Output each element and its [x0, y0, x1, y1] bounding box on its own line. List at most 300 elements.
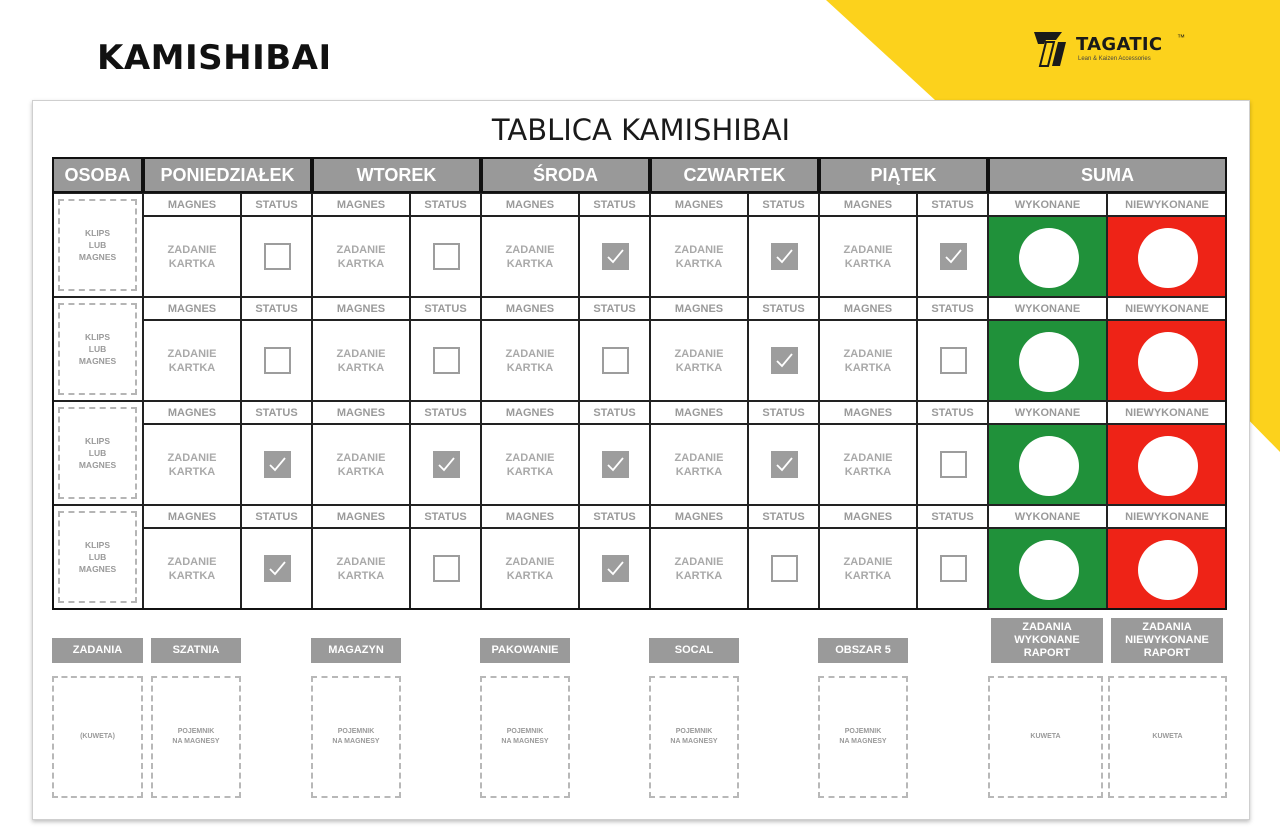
task-card-slot[interactable]	[143, 216, 241, 297]
container-slot-text: POJEMNIK	[337, 728, 375, 735]
status-label-text: STATUS	[931, 510, 974, 523]
status-label	[748, 297, 819, 320]
status-label-text: STATUS	[424, 406, 467, 419]
container-slot[interactable]	[151, 676, 241, 798]
header-suma-label: SUMA	[1081, 164, 1134, 185]
area-label	[649, 638, 739, 663]
header-suma	[988, 157, 1227, 193]
status-cell	[410, 424, 481, 505]
task-line: ZADANIE	[505, 347, 555, 360]
task-card-slot[interactable]	[650, 216, 748, 297]
task-card-slot[interactable]	[650, 528, 748, 609]
container-slot[interactable]	[52, 676, 143, 798]
area-label-text: OBSZAR 5	[835, 644, 891, 656]
magnes-label-text: MAGNES	[167, 406, 217, 419]
status-label	[917, 297, 988, 320]
wykonane-label	[988, 505, 1107, 528]
task-line: ZADANIE	[336, 347, 386, 360]
task-line: ZADANIE	[843, 347, 893, 360]
magnes-label	[481, 193, 579, 216]
task-line: KARTKA	[675, 569, 723, 582]
status-cell	[579, 528, 650, 609]
header-osoba	[52, 157, 143, 193]
task-line: ZADANIE	[167, 347, 217, 360]
magnes-label-text: MAGNES	[336, 406, 386, 419]
checkmark-icon	[771, 347, 798, 374]
not-done-magnet-circle[interactable]	[1138, 436, 1198, 496]
status-cell	[748, 528, 819, 609]
niewykonane-label-text: NIEWYKONANE	[1125, 406, 1209, 419]
magnes-label	[650, 505, 748, 528]
magnes-label-text: MAGNES	[505, 302, 555, 315]
status-label-text: STATUS	[255, 198, 298, 211]
area-label-text: PAKOWANIE	[491, 644, 559, 656]
task-line: ZADANIE	[843, 451, 893, 464]
status-checkbox-empty[interactable]	[433, 243, 460, 270]
magnes-label	[481, 505, 579, 528]
task-line: KARTKA	[675, 257, 723, 270]
status-label-text: STATUS	[593, 198, 636, 211]
done-magnet-circle[interactable]	[1019, 540, 1079, 600]
person-slot[interactable]	[58, 407, 137, 499]
container-slot[interactable]	[311, 676, 401, 798]
magnes-label-text: MAGNES	[674, 510, 724, 523]
magnes-label-text: MAGNES	[505, 406, 555, 419]
not-done-magnet-field	[1107, 528, 1227, 609]
status-cell	[579, 216, 650, 297]
checkmark-icon	[602, 451, 629, 478]
status-label	[748, 505, 819, 528]
status-checkbox-empty[interactable]	[940, 451, 967, 478]
status-label	[917, 193, 988, 216]
task-line: KARTKA	[844, 569, 892, 582]
status-label-text: STATUS	[931, 198, 974, 211]
task-line: KARTKA	[675, 361, 723, 374]
status-checkbox-empty[interactable]	[771, 555, 798, 582]
status-checkbox-checked[interactable]	[433, 451, 460, 478]
task-card-slot[interactable]	[481, 320, 579, 401]
status-label-text: STATUS	[593, 406, 636, 419]
magnes-label	[819, 401, 917, 424]
container-slot-text: POJEMNIK	[675, 728, 713, 735]
task-line: ZADANIE	[336, 243, 386, 256]
status-checkbox-checked[interactable]	[264, 451, 291, 478]
status-cell	[410, 528, 481, 609]
magnes-label-text: MAGNES	[336, 510, 386, 523]
person-slot-line: KLIPS	[84, 332, 111, 342]
status-label	[748, 401, 819, 424]
magnes-label	[143, 401, 241, 424]
header-day-label: WTOREK	[356, 164, 437, 185]
task-card-slot[interactable]	[312, 216, 410, 297]
person-slot-line: MAGNES	[78, 356, 117, 366]
magnes-label	[143, 193, 241, 216]
status-checkbox-empty[interactable]	[433, 347, 460, 374]
magnes-label-text: MAGNES	[336, 198, 386, 211]
person-slot[interactable]	[58, 511, 137, 603]
area-label-line: ZADANIA	[1022, 621, 1072, 633]
container-slot-text: NA MAGNESY	[332, 738, 380, 745]
task-card-slot[interactable]	[143, 424, 241, 505]
task-card-slot[interactable]	[481, 528, 579, 609]
header-day-label: PIĄTEK	[870, 164, 937, 185]
logo-tm: ™	[1177, 33, 1185, 42]
logo-icon	[1032, 28, 1072, 68]
task-line: KARTKA	[675, 465, 723, 478]
task-line: KARTKA	[168, 465, 216, 478]
task-line: KARTKA	[337, 569, 385, 582]
status-label	[241, 297, 312, 320]
area-label-text: MAGAZYN	[328, 644, 384, 656]
done-magnet-circle[interactable]	[1019, 436, 1079, 496]
logo-tagline: Lean & Kaizen Accessories	[1078, 56, 1151, 62]
status-cell	[241, 320, 312, 401]
status-label-text: STATUS	[593, 510, 636, 523]
magnes-label	[481, 401, 579, 424]
status-label	[579, 401, 650, 424]
magnes-label-text: MAGNES	[843, 510, 893, 523]
magnes-label	[312, 401, 410, 424]
magnes-label-text: MAGNES	[167, 510, 217, 523]
status-cell	[917, 320, 988, 401]
container-slot-text: KUWETA	[1030, 733, 1061, 740]
status-cell	[917, 528, 988, 609]
person-slot-line: MAGNES	[78, 252, 117, 262]
header-day-1	[143, 157, 312, 193]
task-line: KARTKA	[337, 257, 385, 270]
status-label	[748, 193, 819, 216]
checkmark-icon	[264, 555, 291, 582]
task-line: KARTKA	[506, 257, 554, 270]
status-checkbox-checked[interactable]	[771, 243, 798, 270]
magnes-label	[819, 505, 917, 528]
header-day-label: ŚRODA	[532, 164, 598, 185]
status-checkbox-checked[interactable]	[602, 243, 629, 270]
not-done-magnet-circle[interactable]	[1138, 540, 1198, 600]
status-label	[241, 401, 312, 424]
status-checkbox-checked[interactable]	[771, 451, 798, 478]
niewykonane-label	[1107, 401, 1227, 424]
done-magnet-circle[interactable]	[1019, 332, 1079, 392]
task-card-slot[interactable]	[312, 424, 410, 505]
person-slot-line: MAGNES	[78, 460, 117, 470]
magnes-label-text: MAGNES	[674, 302, 724, 315]
status-label-text: STATUS	[762, 406, 805, 419]
task-line: ZADANIE	[167, 243, 217, 256]
task-card-slot[interactable]	[143, 528, 241, 609]
status-label-text: STATUS	[255, 406, 298, 419]
status-label	[241, 193, 312, 216]
status-cell	[241, 528, 312, 609]
status-cell	[241, 424, 312, 505]
person-cell	[52, 193, 143, 297]
status-label-text: STATUS	[762, 198, 805, 211]
area-label	[52, 638, 143, 663]
wykonane-label	[988, 297, 1107, 320]
magnes-label-text: MAGNES	[167, 198, 217, 211]
container-slot[interactable]	[988, 676, 1103, 798]
status-label	[241, 505, 312, 528]
person-cell	[52, 297, 143, 401]
header-day-label: PONIEDZIAŁEK	[160, 164, 295, 185]
status-cell	[748, 320, 819, 401]
magnes-label-text: MAGNES	[505, 198, 555, 211]
wykonane-label	[988, 193, 1107, 216]
niewykonane-label	[1107, 297, 1227, 320]
status-cell	[579, 320, 650, 401]
status-label-text: STATUS	[593, 302, 636, 315]
area-label-line: NIEWYKONANE	[1125, 634, 1209, 646]
task-line: ZADANIE	[167, 555, 217, 568]
logo-name: TAGATIC	[1076, 34, 1163, 55]
magnes-label	[312, 297, 410, 320]
task-line: ZADANIE	[167, 451, 217, 464]
person-slot[interactable]	[58, 199, 137, 291]
area-label-line: ZADANIA	[1142, 621, 1192, 633]
status-checkbox-empty[interactable]	[433, 555, 460, 582]
task-card-slot[interactable]	[819, 216, 917, 297]
task-line: KARTKA	[844, 361, 892, 374]
task-line: KARTKA	[168, 257, 216, 270]
task-line: ZADANIE	[843, 555, 893, 568]
task-card-slot[interactable]	[143, 320, 241, 401]
container-slot-text: NA MAGNESY	[172, 738, 220, 745]
container-slot-text: (KUWETA)	[80, 733, 115, 740]
status-label-text: STATUS	[931, 406, 974, 419]
task-line: KARTKA	[506, 361, 554, 374]
status-label	[579, 193, 650, 216]
task-card-slot[interactable]	[650, 424, 748, 505]
task-line: ZADANIE	[674, 451, 724, 464]
checkmark-icon	[771, 451, 798, 478]
person-slot-line: KLIPS	[84, 436, 111, 446]
area-label-text: SZATNIA	[172, 644, 220, 656]
status-checkbox-checked[interactable]	[264, 555, 291, 582]
header-osoba-label: OSOBA	[64, 164, 131, 185]
not-done-magnet-circle[interactable]	[1138, 228, 1198, 288]
page-title: KAMISHIBAI	[97, 38, 332, 78]
wykonane-label-text: WYKONANE	[1014, 302, 1081, 315]
done-magnet-field	[988, 424, 1107, 505]
task-line: KARTKA	[337, 465, 385, 478]
status-cell	[917, 216, 988, 297]
checkmark-icon	[433, 451, 460, 478]
container-slot-text: NA MAGNESY	[670, 738, 718, 745]
magnes-label-text: MAGNES	[167, 302, 217, 315]
task-line: KARTKA	[506, 569, 554, 582]
wykonane-label-text: WYKONANE	[1014, 510, 1081, 523]
wykonane-label	[988, 401, 1107, 424]
kamishibai-board	[32, 100, 1250, 820]
person-slot-line: KLIPS	[84, 228, 111, 238]
task-line: KARTKA	[168, 569, 216, 582]
magnes-label-text: MAGNES	[674, 198, 724, 211]
status-label-text: STATUS	[255, 510, 298, 523]
area-label-line: RAPORT	[1143, 647, 1191, 659]
status-label	[579, 505, 650, 528]
task-card-slot[interactable]	[650, 320, 748, 401]
area-label-line: RAPORT	[1023, 647, 1071, 659]
magnes-label	[143, 297, 241, 320]
brand-logo	[1032, 28, 1202, 70]
task-card-slot[interactable]	[481, 424, 579, 505]
status-label	[579, 297, 650, 320]
task-line: ZADANIE	[336, 555, 386, 568]
status-label	[410, 505, 481, 528]
header-day-label: CZWARTEK	[683, 164, 786, 185]
status-label	[410, 297, 481, 320]
done-magnet-field	[988, 528, 1107, 609]
checkmark-icon	[771, 243, 798, 270]
container-slot-text: KUWETA	[1152, 733, 1183, 740]
header-day-2	[312, 157, 481, 193]
magnes-label	[650, 401, 748, 424]
not-done-magnet-field	[1107, 424, 1227, 505]
status-label-text: STATUS	[762, 302, 805, 315]
task-line: ZADANIE	[674, 555, 724, 568]
task-line: KARTKA	[506, 465, 554, 478]
status-cell	[241, 216, 312, 297]
magnes-label-text: MAGNES	[843, 198, 893, 211]
person-slot-line: LUB	[88, 448, 107, 458]
wykonane-label-text: WYKONANE	[1014, 406, 1081, 419]
magnes-label	[312, 505, 410, 528]
header-day-3	[481, 157, 650, 193]
not-done-magnet-field	[1107, 216, 1227, 297]
magnes-label	[819, 193, 917, 216]
status-checkbox-checked[interactable]	[771, 347, 798, 374]
magnes-label-text: MAGNES	[843, 302, 893, 315]
status-cell	[410, 320, 481, 401]
area-label	[480, 638, 570, 663]
area-label-line: WYKONANE	[1014, 634, 1080, 646]
status-label-text: STATUS	[931, 302, 974, 315]
container-slot-text: POJEMNIK	[844, 728, 882, 735]
status-cell	[748, 424, 819, 505]
area-label	[151, 638, 241, 663]
status-label-text: STATUS	[424, 198, 467, 211]
task-card-slot[interactable]	[312, 528, 410, 609]
area-label	[818, 638, 908, 663]
checkmark-icon	[602, 243, 629, 270]
wykonane-label-text: WYKONANE	[1014, 198, 1081, 211]
niewykonane-label-text: NIEWYKONANE	[1125, 510, 1209, 523]
person-cell	[52, 505, 143, 609]
container-slot-text: POJEMNIK	[177, 728, 215, 735]
task-card-slot[interactable]	[819, 528, 917, 609]
magnes-label	[819, 297, 917, 320]
status-label	[917, 505, 988, 528]
status-cell	[748, 216, 819, 297]
niewykonane-label-text: NIEWYKONANE	[1125, 302, 1209, 315]
person-slot-line: LUB	[88, 552, 107, 562]
magnes-label	[312, 193, 410, 216]
container-slot-text: NA MAGNESY	[839, 738, 887, 745]
task-line: KARTKA	[844, 465, 892, 478]
status-checkbox-empty[interactable]	[940, 347, 967, 374]
task-card-slot[interactable]	[312, 320, 410, 401]
niewykonane-label-text: NIEWYKONANE	[1125, 198, 1209, 211]
container-slot-text: POJEMNIK	[506, 728, 544, 735]
checkmark-icon	[940, 243, 967, 270]
status-cell	[917, 424, 988, 505]
status-checkbox-checked[interactable]	[940, 243, 967, 270]
task-line: ZADANIE	[674, 243, 724, 256]
task-line: ZADANIE	[843, 243, 893, 256]
status-cell	[579, 424, 650, 505]
task-card-slot[interactable]	[481, 216, 579, 297]
status-checkbox-checked[interactable]	[602, 555, 629, 582]
status-label	[410, 193, 481, 216]
checkmark-icon	[602, 555, 629, 582]
magnes-label-text: MAGNES	[674, 406, 724, 419]
status-checkbox-empty[interactable]	[264, 243, 291, 270]
status-cell	[410, 216, 481, 297]
not-done-magnet-field	[1107, 320, 1227, 401]
done-magnet-field	[988, 320, 1107, 401]
status-label	[917, 401, 988, 424]
task-line: KARTKA	[168, 361, 216, 374]
area-label	[991, 618, 1103, 663]
person-slot[interactable]	[58, 303, 137, 395]
magnes-label-text: MAGNES	[336, 302, 386, 315]
container-slot[interactable]	[480, 676, 570, 798]
area-label	[311, 638, 401, 663]
area-label-text: ZADANIA	[72, 644, 123, 656]
person-slot-line: MAGNES	[78, 564, 117, 574]
container-slot[interactable]	[818, 676, 908, 798]
magnes-label	[650, 193, 748, 216]
magnes-label-text: MAGNES	[505, 510, 555, 523]
task-line: ZADANIE	[505, 451, 555, 464]
header-day-4	[650, 157, 819, 193]
container-slot-text: NA MAGNESY	[501, 738, 549, 745]
header-day-5	[819, 157, 988, 193]
task-line: ZADANIE	[505, 243, 555, 256]
task-line: ZADANIE	[674, 347, 724, 360]
niewykonane-label	[1107, 505, 1227, 528]
person-slot-line: KLIPS	[84, 540, 111, 550]
status-label	[410, 401, 481, 424]
person-cell	[52, 401, 143, 505]
task-line: ZADANIE	[505, 555, 555, 568]
magnes-label-text: MAGNES	[843, 406, 893, 419]
magnes-label	[650, 297, 748, 320]
done-magnet-field	[988, 216, 1107, 297]
status-checkbox-empty[interactable]	[602, 347, 629, 374]
done-magnet-circle[interactable]	[1019, 228, 1079, 288]
task-line: ZADANIE	[336, 451, 386, 464]
person-slot-line: LUB	[88, 344, 107, 354]
status-checkbox-empty[interactable]	[264, 347, 291, 374]
magnes-label	[143, 505, 241, 528]
container-slot[interactable]	[649, 676, 739, 798]
task-line: KARTKA	[337, 361, 385, 374]
task-card-slot[interactable]	[819, 320, 917, 401]
area-label-text: SOCAL	[674, 644, 714, 656]
magnes-label	[481, 297, 579, 320]
task-line: KARTKA	[844, 257, 892, 270]
status-label-text: STATUS	[424, 510, 467, 523]
not-done-magnet-circle[interactable]	[1138, 332, 1198, 392]
person-slot-line: LUB	[88, 240, 107, 250]
area-label	[1111, 618, 1223, 663]
container-slot[interactable]	[1108, 676, 1227, 798]
status-checkbox-empty[interactable]	[940, 555, 967, 582]
status-checkbox-checked[interactable]	[602, 451, 629, 478]
status-label-text: STATUS	[762, 510, 805, 523]
task-card-slot[interactable]	[819, 424, 917, 505]
